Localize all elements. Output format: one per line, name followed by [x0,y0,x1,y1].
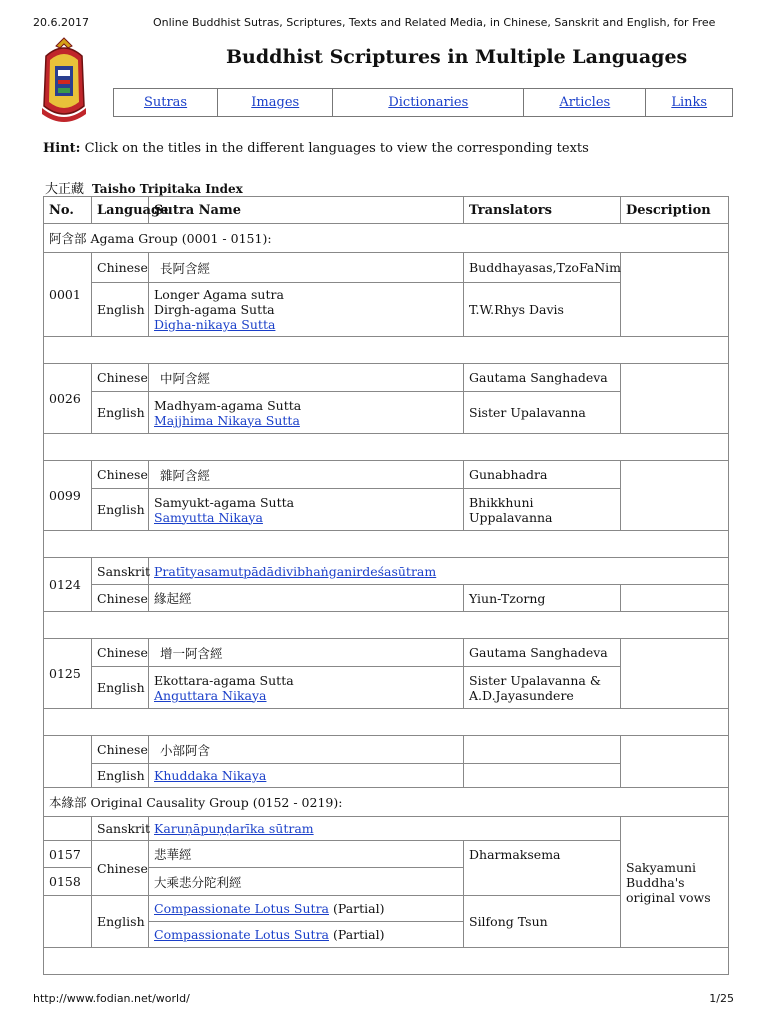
language-cell: Chinese [92,364,149,392]
nav-cell [218,89,333,117]
separator-cell [44,709,729,736]
sutra-link[interactable]: Anguttara Nikaya [154,687,267,703]
sutra-title: 增一阿含經 [160,645,223,661]
header-no: No. [44,197,92,224]
translator-line: A.D.Jayasundere [469,687,574,703]
sutra-link[interactable]: Compassionate Lotus Sutra [154,927,329,942]
table-row [44,585,729,612]
description-line: Buddha's [626,874,685,890]
header-translators: Translators [464,197,621,224]
sutra-name [149,736,464,764]
language-cell: English [92,764,149,788]
separator-row [44,948,729,975]
section-title-zh: 大正藏 [45,182,85,197]
sutra-name [149,764,464,788]
nav-bar [113,88,733,117]
description-line: Sakyamuni [626,859,697,875]
sutra-name [149,639,464,667]
language-cell: Chinese [92,841,149,896]
translator: T.W.Rhys Davis [464,283,621,337]
sutra-link[interactable]: Digha-nikaya Sutta [154,317,276,332]
table-header-row [44,197,729,224]
temple-emblem-icon [38,36,90,124]
translator [464,764,621,788]
description [621,461,729,531]
nav-cell [646,89,733,117]
nav-cell [333,89,524,117]
sutra-number: 0026 [44,364,92,434]
table-row [44,736,729,764]
sutra-suffix: (Partial) [332,901,385,916]
nav-cell [524,89,646,117]
separator-row [44,709,729,736]
nav-link-articles[interactable]: Articles [559,95,611,110]
print-date: 20.6.2017 [33,16,89,29]
sutra-suffix: (Partial) [332,927,385,942]
sutra-title: 悲華經 [154,847,192,862]
language-cell: Chinese [92,736,149,764]
sutra-name [149,868,464,896]
sutra-name [149,558,729,585]
table-row [44,639,729,667]
description [621,736,729,788]
sutra-number [44,736,92,788]
sutra-title: 小部阿含 [160,742,211,758]
language-cell: English [92,392,149,434]
hint [43,141,589,156]
separator-cell [44,337,729,364]
separator-row [44,434,729,461]
header-description: Description [621,197,729,224]
sutra-title: 緣起經 [154,591,192,606]
sutra-name [149,489,464,531]
sutra-title: 雜阿含經 [160,467,211,483]
group-label: 本緣部 Original Causality Group (0152 - 0219): [44,788,729,817]
sutra-name [149,461,464,489]
print-title: Online Buddhist Sutras, Scriptures, Texts and Related Media, in Chinese, Sanskrit and English, for Free [153,16,716,29]
sutra-title-line: Samyukt-agama Sutta [154,494,295,510]
table-row [44,461,729,489]
translator: Gautama Sanghadeva [464,364,621,392]
sutra-number: 0157 [44,841,92,868]
description [621,253,729,337]
translator: Dharmaksema [464,841,621,896]
sutra-name [149,585,464,612]
description [621,585,729,612]
translator: Yiun-Tzorng [464,585,621,612]
sutra-link[interactable]: 長阿含經 [160,260,211,276]
sutra-name [149,817,621,841]
sutra-name [149,922,464,948]
language-cell: English [92,489,149,531]
language-cell: Chinese [92,585,149,612]
language-cell: Chinese [92,639,149,667]
page-title: Buddhist Scriptures in Multiple Languages [226,46,688,68]
language-cell: Chinese [92,461,149,489]
table-row [44,364,729,392]
table-row [44,558,729,585]
separator-cell [44,434,729,461]
separator-row [44,337,729,364]
sutra-number: 0124 [44,558,92,612]
sutra-name [149,667,464,709]
sutra-number [44,896,92,948]
language-cell: English [92,283,149,337]
translator [464,736,621,764]
description [621,364,729,434]
translator: Silfong Tsun [464,896,621,948]
sutra-link[interactable]: Pratītyasamutpādādivibhaṅganirdeśasūtram [154,563,437,579]
language-cell: English [92,667,149,709]
description [621,817,729,948]
sutra-link[interactable]: Karuṇāpuṇḍarīka sūtram [154,821,314,836]
table-row [44,817,729,841]
sutra-number [44,817,92,841]
separator-row [44,531,729,558]
description-line: original vows [626,889,711,905]
language-cell: Sanskrit [92,558,149,585]
translator-line: Sister Upalavanna & [469,672,601,688]
sutra-link[interactable]: Samyutta Nikaya [154,509,263,525]
sutra-title-line: Ekottara-agama Sutta [154,672,294,688]
sutra-link[interactable]: Compassionate Lotus Sutra [154,901,329,916]
sutra-title-line: Longer Agama sutra [154,287,284,302]
section-title [45,178,243,197]
nav-link-images[interactable]: Images [251,95,300,110]
translator: Sister Upalavanna [464,392,621,434]
sutra-number: 0125 [44,639,92,709]
group-row [44,224,729,253]
nav-cell [114,89,218,117]
translator: Gunabhadra [464,461,621,489]
sutra-name [149,896,464,922]
sutra-name [149,283,464,337]
sutra-link[interactable]: Khuddaka Nikaya [154,768,267,783]
separator-cell [44,612,729,639]
print-url: http://www.fodian.net/world/ [33,992,190,1005]
language-cell: Chinese [92,253,149,283]
table-row [44,253,729,283]
description [621,639,729,709]
sutra-index-table [43,196,729,975]
sutra-link[interactable]: Majjhima Nikaya Sutta [154,412,300,428]
header-language: Language [92,197,149,224]
section-title-en: Taisho Tripitaka Index [92,182,243,196]
separator-row [44,612,729,639]
sutra-name [149,364,464,392]
hint-text: Click on the titles in the different languages to view the corresponding texts [84,141,589,156]
sutra-title: 大乘悲分陀利經 [154,874,242,890]
translator: Gautama Sanghadeva [464,639,621,667]
translator [464,667,621,709]
sutra-title: 中阿含經 [160,370,211,386]
nav-link-links[interactable]: Links [671,95,708,110]
header-sutra-name: Sutra Name [149,197,464,224]
sutra-name [149,841,464,868]
sutra-title-line: Madhyam-agama Sutta [154,397,302,413]
nav-link-dictionaries[interactable]: Dictionaries [388,95,469,110]
language-cell: English [92,896,149,948]
print-page-number: 1/25 [709,992,734,1005]
nav-link-sutras[interactable]: Sutras [143,95,188,110]
sutra-name [149,253,464,283]
sutra-name [149,392,464,434]
sutra-number: 0158 [44,868,92,896]
separator-cell [44,948,729,975]
hint-label: Hint: [43,141,81,156]
translator: Buddhayasas,TzoFaNim [464,253,621,283]
group-label: 阿含部 Agama Group (0001 - 0151): [44,224,729,253]
group-row [44,788,729,817]
sutra-number: 0001 [44,253,92,337]
translator: Bhikkhuni Uppalavanna [464,489,621,531]
sutra-number: 0099 [44,461,92,531]
language-cell: Sanskrit [92,817,149,841]
sutra-title-line: Dirgh-agama Sutta [154,302,275,317]
separator-cell [44,531,729,558]
